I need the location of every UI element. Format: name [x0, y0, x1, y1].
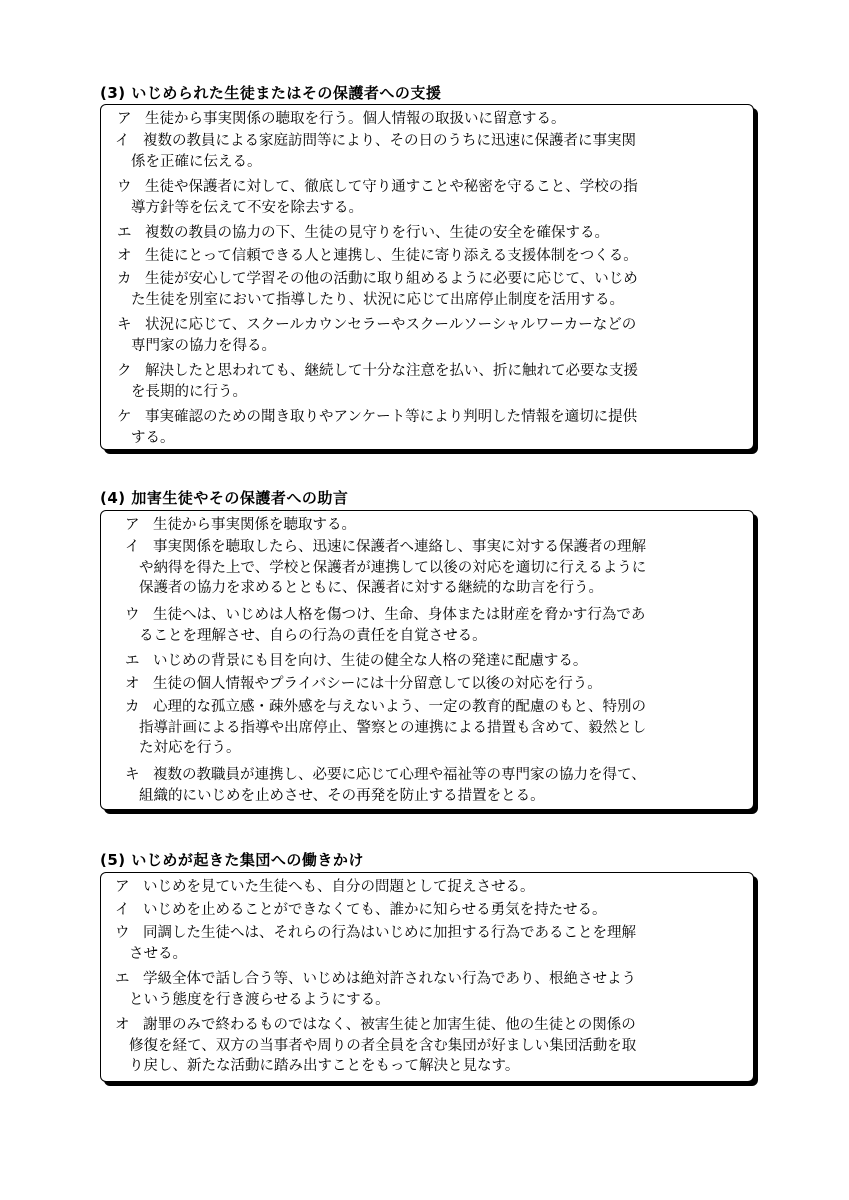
section-3-item-ke: ケ 事実確認のための聞き取りやアンケート等により判明した情報を適切に提供 する。 [117, 409, 638, 446]
section-5-item-i: イ いじめを止めることができなくても、誰かに知らせる勇気を持たせる。 [115, 902, 607, 918]
section-4-item-e: エ いじめの背景にも目を向け、生徒の健全な人格の発達に配慮する。 [125, 653, 588, 669]
section-3-box [100, 104, 754, 450]
section-4-item-ka: カ 心理的な孤立感・疎外感を与えないよう、一定の教育的配慮のもと、特別の 指導計画による指導や出席停止、警察との連携による措置も含めて、毅然とし た対応を行う。 [125, 699, 647, 756]
section-3-item-a: ア 生徒から事実関係の聴取を行う。個人情報の取扱いに留意する。 [117, 111, 566, 127]
section-4-title: (4) 加害生徒やその保護者への助言 [100, 489, 349, 507]
section-5-box [100, 872, 754, 1082]
section-5-item-o: オ 謝罪のみで終わるものではなく、被害生徒と加害生徒、他の生徒との関係の 修復を経て、双方の当事者や周りの者全員を含む集団が好ましい集団活動を取 り戻し、新たな活動に踏み出すことをもって解決と見なす。 [115, 1017, 637, 1074]
section-3-item-ku: ク 解決したと思われても、継続して十分な注意を払い、折に触れて必要な支援 を長期的に行う。 [117, 363, 638, 400]
section-3-title: (3) いじめられた生徒またはその保護者への支援 [100, 84, 442, 102]
section-4-item-a: ア 生徒から事実関係を聴取する。 [125, 517, 356, 533]
section-3-item-o: オ 生徒にとって信頼できる人と連携し、生徒に寄り添える支援体制をつくる。 [117, 248, 638, 264]
section-3-item-ka: カ 生徒が安心して学習その他の活動に取り組めるように必要に応じて、いじめ た生徒を別室において指導したり、状況に応じて出席停止制度を活用する。 [117, 271, 638, 308]
section-4-box [100, 510, 754, 810]
section-3-item-ki: キ 状況に応じて、スクールカウンセラーやスクールソーシャルワーカーなどの 専門家の協力を得る。 [117, 317, 637, 354]
section-4-item-i: イ 事実関係を聴取したら、迅速に保護者へ連絡し、事実に対する保護者の理解 や納得を得た上で、学校と保護者が連携して以後の対応を適切に行えるように 保護者の協力を求めるとともに、保護者に対する継続的な助言を行う。 [125, 539, 647, 596]
section-5-title: (5) いじめが起きた集団への働きかけ [100, 851, 364, 869]
section-3-item-i: イ 複数の教員による家庭訪問等により、その日のうちに迅速に保護者に事実関 係を正確に伝える。 [115, 133, 636, 170]
section-5-item-a: ア いじめを見ていた生徒へも、自分の問題として捉えさせる。 [115, 879, 535, 895]
section-3-item-u: ウ 生徒や保護者に対して、徹底して守り通すことや秘密を守ること、学校の指 導方針等を伝えて不安を除去する。 [117, 179, 638, 216]
section-4-item-o: オ 生徒の個人情報やプライバシーには十分留意して以後の対応を行う。 [125, 676, 602, 692]
section-4-item-u: ウ 生徒へは、いじめは人格を傷つけ、生命、身体または財産を脅かす行為であ ることを理解させ、自らの行為の責任を自覚させる。 [125, 607, 646, 644]
section-4-item-ki: キ 複数の教職員が連携し、必要に応じて心理や福祉等の専門家の協力を得て、 組織的にいじめを止めさせ、その再発を防止する措置をとる。 [125, 767, 646, 804]
section-5-item-u: ウ 同調した生徒へは、それらの行為はいじめに加担する行為であることを理解 させる。 [115, 925, 636, 962]
section-3-item-e: エ 複数の教員の協力の下、生徒の見守りを行い、生徒の安全を確保する。 [117, 225, 609, 241]
section-5-item-e: エ 学級全体で話し合う等、いじめは絶対許されない行為であり、根絶させよう という態度を行き渡らせるようにする。 [115, 971, 636, 1008]
